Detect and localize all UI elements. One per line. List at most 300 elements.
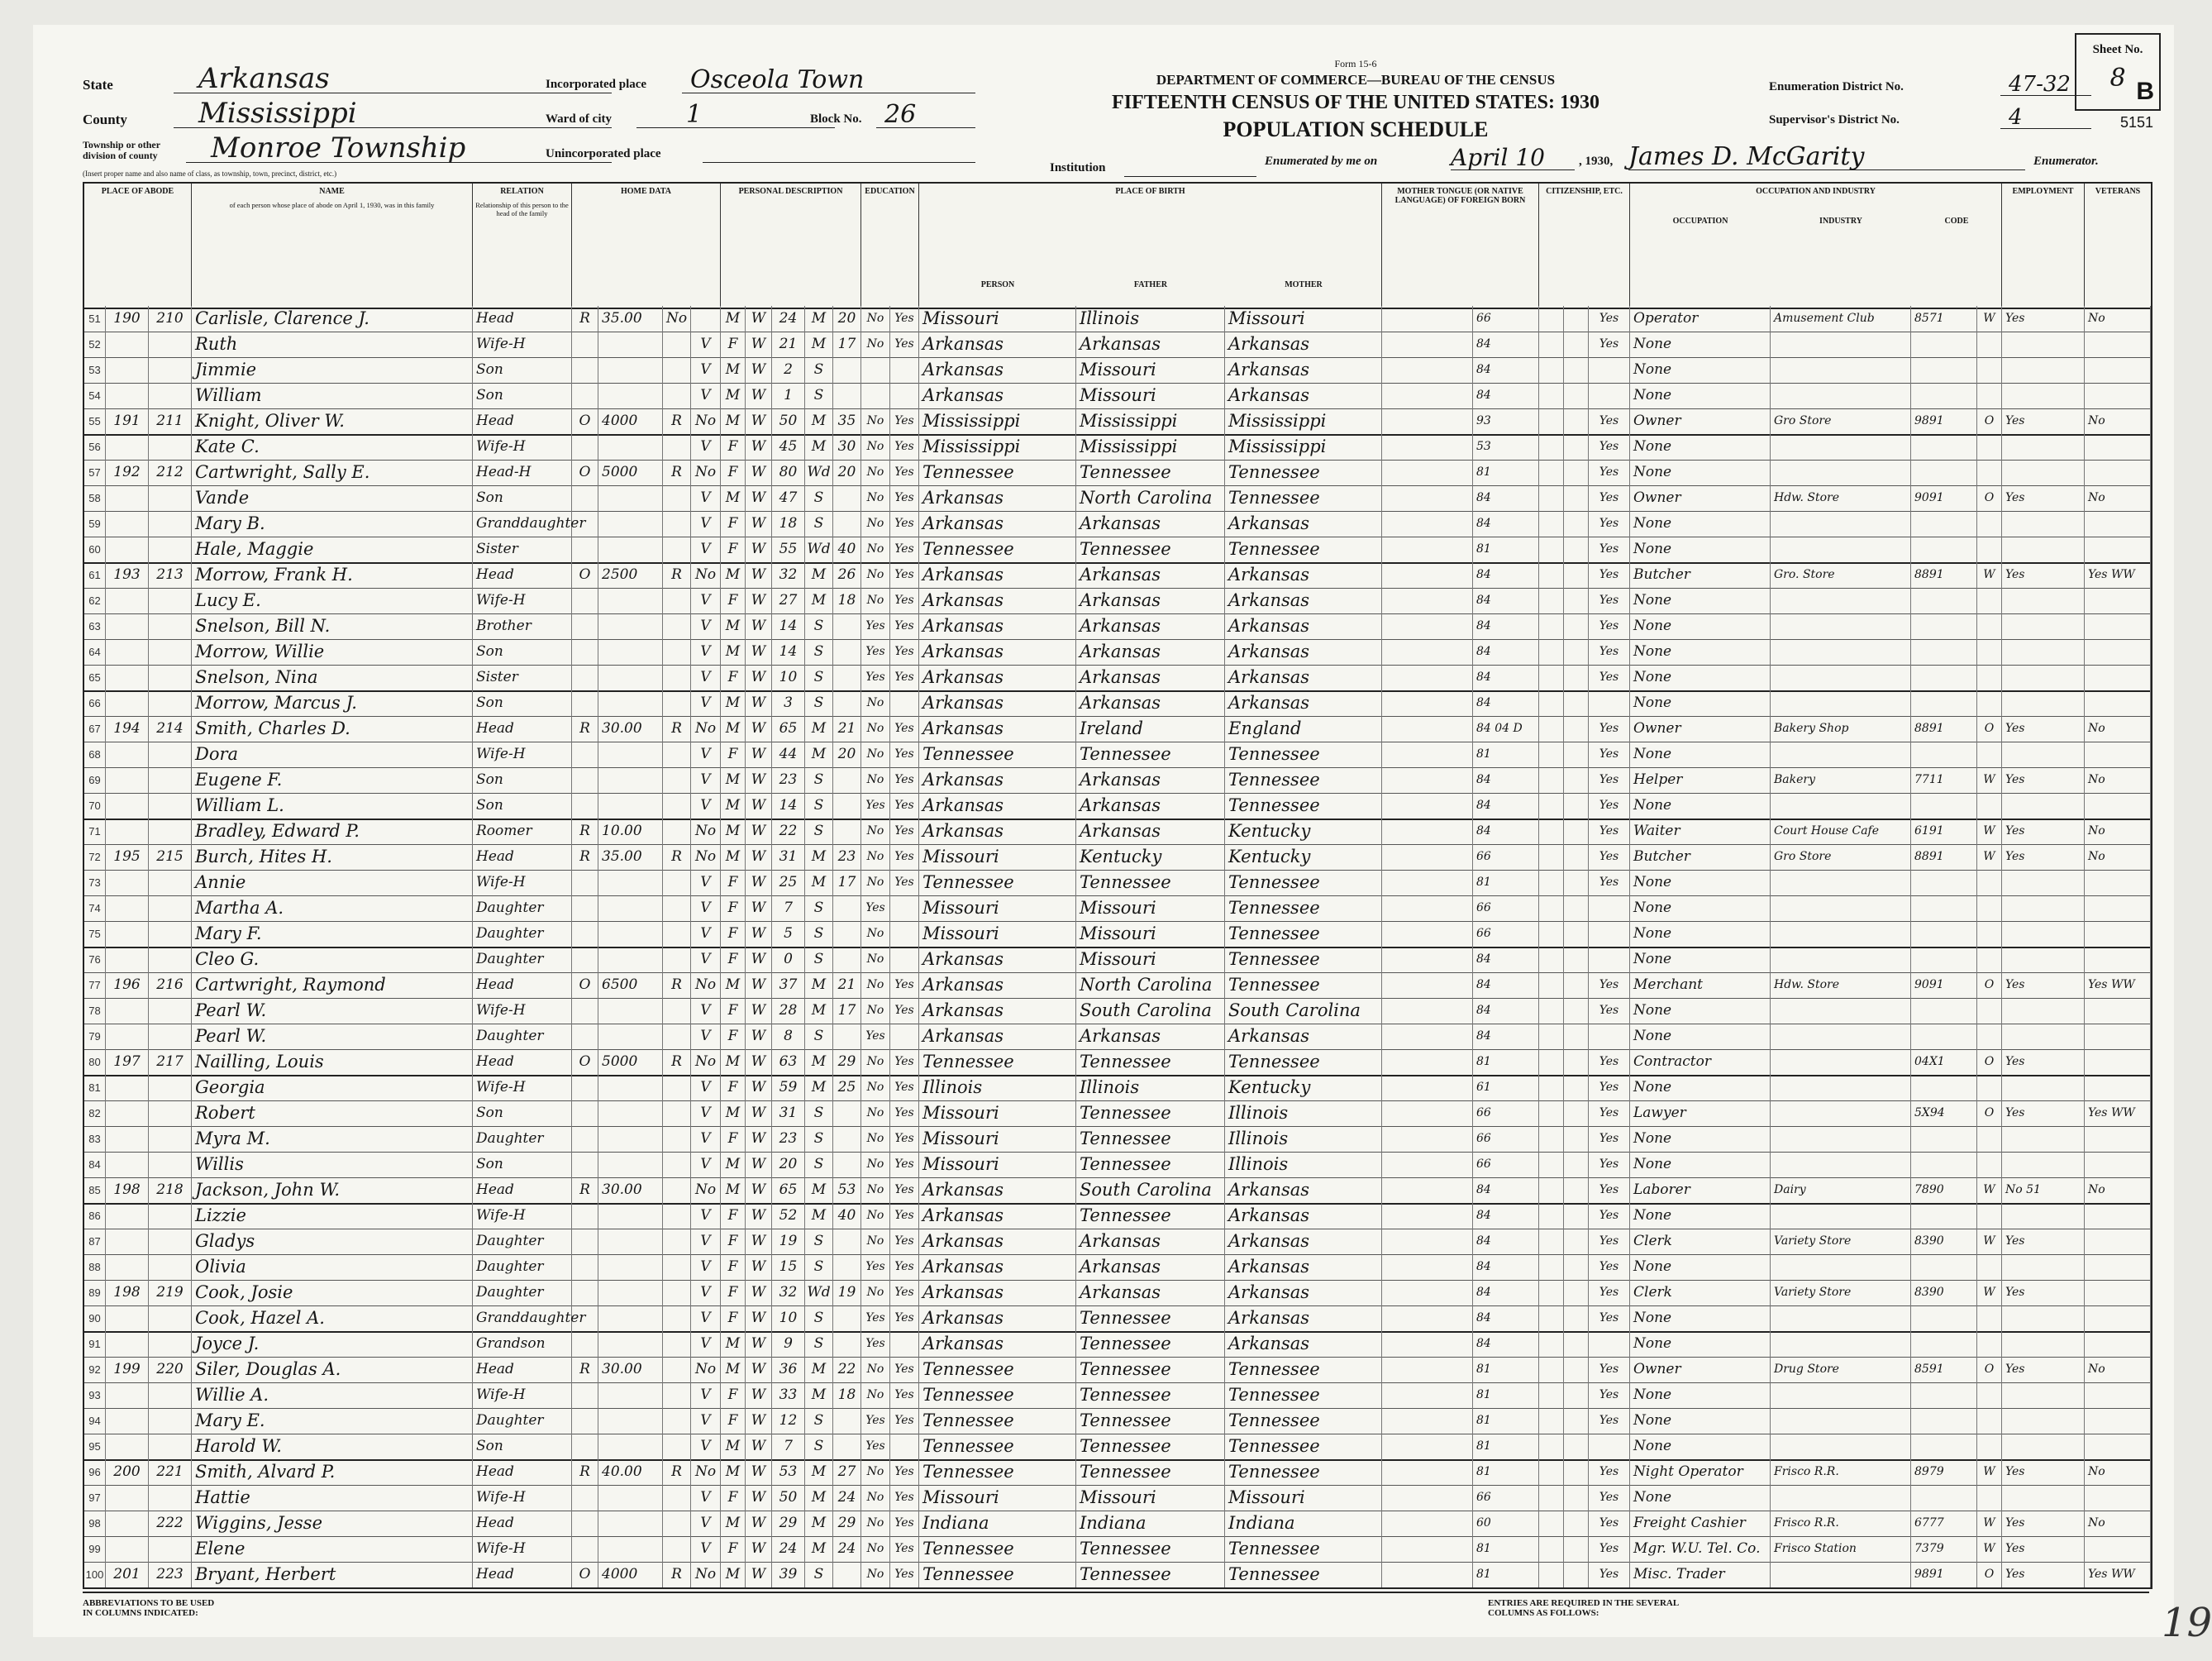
cell-blank-19 xyxy=(1382,1562,1473,1587)
cell-ind xyxy=(1771,1100,1911,1126)
cell-val xyxy=(598,1254,663,1280)
table-row xyxy=(84,1254,2151,1281)
cell-rel: Head xyxy=(473,562,572,588)
cell-wk: Yes xyxy=(2002,1357,2085,1382)
table-row xyxy=(84,690,2151,717)
cell-fpob: Tennessee xyxy=(1076,1126,1225,1152)
cell-code: 66 xyxy=(1473,1152,1539,1177)
cell-sch: Yes xyxy=(861,665,890,690)
cell-sch: Yes xyxy=(861,1254,890,1280)
cell-blank-19 xyxy=(1382,972,1473,998)
cell-blank-21 xyxy=(1539,998,1564,1024)
cell-mar: M xyxy=(805,1049,833,1075)
cell-rel: Wife-H xyxy=(473,998,572,1024)
cell-sex: F xyxy=(721,921,746,947)
cell-agem: 26 xyxy=(833,562,861,588)
cell-blank-22 xyxy=(1564,742,1589,767)
cell-agem xyxy=(833,947,861,972)
cell-val: 2500 xyxy=(598,562,663,588)
cell-mpob: Illinois xyxy=(1225,1126,1382,1152)
cell-ocode: 9891 xyxy=(1911,1562,1977,1587)
cell-rel: Roomer xyxy=(473,819,572,844)
department-title: DEPARTMENT OF COMMERCE—BUREAU OF THE CENSUS xyxy=(1156,72,1556,88)
cell-eng xyxy=(1589,921,1630,947)
cell-blank-22 xyxy=(1564,1126,1589,1152)
cell-wk: Yes xyxy=(2002,306,2085,332)
cell-farm: V xyxy=(691,1485,721,1511)
cell-own xyxy=(572,998,598,1024)
cell-occ: Owner xyxy=(1630,716,1771,742)
cell-own: O xyxy=(572,972,598,998)
cell-rel: Daughter xyxy=(473,1024,572,1049)
cell-radio xyxy=(663,1024,691,1049)
cell-farm: V xyxy=(691,870,721,895)
cell-occ: None xyxy=(1630,639,1771,665)
cell-ocode xyxy=(1911,1485,1977,1511)
cell-occ: None xyxy=(1630,665,1771,690)
cell-n: 81 xyxy=(84,1075,106,1100)
cell-cls: O xyxy=(1977,972,2002,998)
cell-ind: Frisco R.R. xyxy=(1771,1511,1911,1536)
cell-pob: Illinois xyxy=(919,1075,1076,1100)
cell-fam xyxy=(149,1024,192,1049)
cell-val: 30.00 xyxy=(598,1177,663,1203)
cell-race: W xyxy=(746,1203,772,1229)
cell-blank-21 xyxy=(1539,1075,1564,1100)
cell-cls xyxy=(1977,690,2002,716)
cell-blank-21 xyxy=(1539,742,1564,767)
cell-mar: S xyxy=(805,1229,833,1254)
cell-radio: R xyxy=(663,844,691,870)
cell-ind xyxy=(1771,1049,1911,1075)
cell-farm: V xyxy=(691,537,721,562)
cell-mpob: Mississippi xyxy=(1225,408,1382,434)
cell-blank-22 xyxy=(1564,1049,1589,1075)
cell-sch: Yes xyxy=(861,613,890,639)
cell-code: 53 xyxy=(1473,434,1539,460)
cell-fpob: Tennessee xyxy=(1076,1305,1225,1331)
cell-vet xyxy=(2085,1203,2151,1229)
cell-val xyxy=(598,1126,663,1152)
cell-name: Ruth xyxy=(192,332,473,357)
cell-val xyxy=(598,1075,663,1100)
title-block xyxy=(1058,58,1653,142)
cell-n: 54 xyxy=(84,383,106,408)
cell-occ: None xyxy=(1630,537,1771,562)
cell-fam: 223 xyxy=(149,1562,192,1587)
cell-n: 60 xyxy=(84,537,106,562)
cell-agem xyxy=(833,921,861,947)
cell-age: 44 xyxy=(772,742,805,767)
cell-farm: V xyxy=(691,1100,721,1126)
cell-cls: O xyxy=(1977,485,2002,511)
cell-agem: 20 xyxy=(833,306,861,332)
cell-mar: S xyxy=(805,485,833,511)
cell-race: W xyxy=(746,690,772,716)
cell-ind xyxy=(1771,947,1911,972)
cell-rel: Head xyxy=(473,408,572,434)
cell-ocode xyxy=(1911,1126,1977,1152)
cell-mar: S xyxy=(805,1126,833,1152)
cell-pob: Indiana xyxy=(919,1511,1076,1536)
cell-age: 14 xyxy=(772,639,805,665)
cell-age: 14 xyxy=(772,793,805,819)
cell-age: 50 xyxy=(772,1485,805,1511)
cell-eng: Yes xyxy=(1589,588,1630,613)
cell-val xyxy=(598,485,663,511)
cell-dw xyxy=(106,357,149,383)
cell-blank-21 xyxy=(1539,947,1564,972)
cell-eng: Yes xyxy=(1589,1177,1630,1203)
cell-sch: No xyxy=(861,511,890,537)
cell-blank-22 xyxy=(1564,895,1589,921)
cell-code: 84 xyxy=(1473,1254,1539,1280)
cell-mpob: Kentucky xyxy=(1225,844,1382,870)
cell-race: W xyxy=(746,1536,772,1562)
cell-cls xyxy=(1977,1434,2002,1459)
cell-ocode xyxy=(1911,742,1977,767)
cell-radio xyxy=(663,947,691,972)
cell-farm: V xyxy=(691,639,721,665)
cell-mar: Wd xyxy=(805,537,833,562)
cell-pob: Arkansas xyxy=(919,1177,1076,1203)
cell-sch: Yes xyxy=(861,895,890,921)
unincorporated-line xyxy=(546,131,975,166)
cell-age: 55 xyxy=(772,537,805,562)
cell-fpob: Arkansas xyxy=(1076,588,1225,613)
township-line xyxy=(83,131,612,178)
cell-sex: M xyxy=(721,562,746,588)
cell-cls: W xyxy=(1977,1177,2002,1203)
cell-code: 84 xyxy=(1473,793,1539,819)
cell-ocode: 8571 xyxy=(1911,306,1977,332)
cell-wk xyxy=(2002,1408,2085,1434)
cell-mpob: Illinois xyxy=(1225,1100,1382,1126)
cell-dw xyxy=(106,1485,149,1511)
cell-fam xyxy=(149,819,192,844)
cell-vet xyxy=(2085,1229,2151,1254)
cell-own: R xyxy=(572,1459,598,1485)
table-row xyxy=(84,562,2151,589)
incorporated-value: Osceola Town xyxy=(682,68,975,93)
cell-agem xyxy=(833,1562,861,1587)
cell-age: 22 xyxy=(772,819,805,844)
cell-fpob: South Carolina xyxy=(1076,998,1225,1024)
cell-ocode: 8390 xyxy=(1911,1229,1977,1254)
cell-name: Hattie xyxy=(192,1485,473,1511)
cell-blank-21 xyxy=(1539,1511,1564,1536)
cell-radio xyxy=(663,870,691,895)
cell-blank-21 xyxy=(1539,460,1564,485)
cell-sch: No xyxy=(861,819,890,844)
cell-fpob: Tennessee xyxy=(1076,1331,1225,1357)
cell-vet xyxy=(2085,947,2151,972)
table-row xyxy=(84,1331,2151,1358)
cell-blank-19 xyxy=(1382,1229,1473,1254)
cell-eng: Yes xyxy=(1589,613,1630,639)
cell-mar: M xyxy=(805,1177,833,1203)
cell-cls xyxy=(1977,1254,2002,1280)
cell-blank-19 xyxy=(1382,639,1473,665)
cell-fpob: Tennessee xyxy=(1076,1382,1225,1408)
cell-dw: 190 xyxy=(106,306,149,332)
cell-sch: Yes xyxy=(861,1408,890,1434)
cell-agem: 25 xyxy=(833,1075,861,1100)
cell-name: Cartwright, Sally E. xyxy=(192,460,473,485)
institution-value xyxy=(1124,176,1256,177)
cell-vet xyxy=(2085,332,2151,357)
cell-fam xyxy=(149,895,192,921)
cell-vet xyxy=(2085,1152,2151,1177)
cell-own xyxy=(572,511,598,537)
cell-read: Yes xyxy=(890,639,919,665)
cell-agem xyxy=(833,665,861,690)
cell-occ: Lawyer xyxy=(1630,1100,1771,1126)
cell-rel: Wife-H xyxy=(473,588,572,613)
cell-vet xyxy=(2085,1485,2151,1511)
cell-blank-19 xyxy=(1382,895,1473,921)
cell-fam: 219 xyxy=(149,1280,192,1305)
incorporated-line xyxy=(546,62,975,97)
cell-wk xyxy=(2002,870,2085,895)
cell-rel: Wife-H xyxy=(473,1203,572,1229)
col-personal xyxy=(721,184,861,308)
col-code: CODE xyxy=(1944,217,1969,226)
cell-val xyxy=(598,998,663,1024)
cell-farm: V xyxy=(691,665,721,690)
cell-fam xyxy=(149,1126,192,1152)
cell-vet: Yes WW xyxy=(2085,1100,2151,1126)
cell-vet: No xyxy=(2085,1511,2151,1536)
col-employment xyxy=(2002,184,2085,308)
table-row xyxy=(84,844,2151,871)
cell-race: W xyxy=(746,1152,772,1177)
cell-read: Yes xyxy=(890,1049,919,1075)
cell-read xyxy=(890,1331,919,1357)
cell-farm: No xyxy=(691,716,721,742)
cell-mpob: Arkansas xyxy=(1225,332,1382,357)
cell-sex: M xyxy=(721,1459,746,1485)
cell-ind xyxy=(1771,1203,1911,1229)
cell-fam: 214 xyxy=(149,716,192,742)
cell-cls xyxy=(1977,1126,2002,1152)
cell-mpob: Tennessee xyxy=(1225,767,1382,793)
cell-fpob: Tennessee xyxy=(1076,1408,1225,1434)
cell-ocode: 9891 xyxy=(1911,408,1977,434)
cell-own xyxy=(572,537,598,562)
cell-mpob: Tennessee xyxy=(1225,537,1382,562)
cell-blank-19 xyxy=(1382,613,1473,639)
cell-read xyxy=(890,1024,919,1049)
cell-mar: M xyxy=(805,588,833,613)
cell-val xyxy=(598,690,663,716)
cell-pob: Tennessee xyxy=(919,742,1076,767)
corner-note: 19 xyxy=(2162,1600,2212,1646)
cell-own xyxy=(572,1382,598,1408)
table-row xyxy=(84,1075,2151,1101)
cell-race: W xyxy=(746,1100,772,1126)
cell-val xyxy=(598,332,663,357)
cell-n: 93 xyxy=(84,1382,106,1408)
cell-n: 79 xyxy=(84,1024,106,1049)
table-row xyxy=(84,767,2151,794)
cell-pob: Arkansas xyxy=(919,947,1076,972)
cell-farm: V xyxy=(691,690,721,716)
cell-rel: Wife-H xyxy=(473,1382,572,1408)
cell-cls xyxy=(1977,1408,2002,1434)
col-education-text: EDUCATION xyxy=(865,187,915,196)
cell-dw: 194 xyxy=(106,716,149,742)
cell-farm: V xyxy=(691,332,721,357)
cell-fam xyxy=(149,1305,192,1331)
cell-dw xyxy=(106,511,149,537)
cell-read: Yes xyxy=(890,485,919,511)
cell-n: 82 xyxy=(84,1100,106,1126)
cell-own: O xyxy=(572,408,598,434)
cell-blank-22 xyxy=(1564,1305,1589,1331)
cell-n: 77 xyxy=(84,972,106,998)
cell-fam xyxy=(149,947,192,972)
cell-code: 66 xyxy=(1473,1485,1539,1511)
cell-sch: No xyxy=(861,460,890,485)
cell-blank-21 xyxy=(1539,357,1564,383)
cell-dw: 198 xyxy=(106,1177,149,1203)
cell-name: Carlisle, Clarence J. xyxy=(192,306,473,332)
cell-age: 65 xyxy=(772,716,805,742)
cell-mpob: Arkansas xyxy=(1225,1203,1382,1229)
cell-race: W xyxy=(746,1229,772,1254)
cell-agem: 27 xyxy=(833,1459,861,1485)
cell-age: 31 xyxy=(772,844,805,870)
cell-blank-22 xyxy=(1564,767,1589,793)
cell-race: W xyxy=(746,844,772,870)
cell-mar: M xyxy=(805,870,833,895)
schedule-title: POPULATION SCHEDULE xyxy=(1223,117,1489,141)
cell-farm: V xyxy=(691,742,721,767)
cell-ocode xyxy=(1911,665,1977,690)
cell-blank-22 xyxy=(1564,793,1589,819)
cell-rel: Wife-H xyxy=(473,1075,572,1100)
cell-farm: No xyxy=(691,972,721,998)
cell-n: 61 xyxy=(84,562,106,588)
cell-mpob: Tennessee xyxy=(1225,1357,1382,1382)
cell-wk xyxy=(2002,588,2085,613)
cell-cls xyxy=(1977,588,2002,613)
cell-mar: S xyxy=(805,1100,833,1126)
cell-own xyxy=(572,1485,598,1511)
cell-ocode xyxy=(1911,1305,1977,1331)
cell-dw xyxy=(106,1254,149,1280)
col-relation-text: RELATION xyxy=(500,187,544,196)
cell-read xyxy=(890,1434,919,1459)
cell-fpob: Mississippi xyxy=(1076,408,1225,434)
cell-agem xyxy=(833,895,861,921)
cell-blank-19 xyxy=(1382,562,1473,588)
cell-blank-22 xyxy=(1564,1280,1589,1305)
cell-blank-21 xyxy=(1539,1485,1564,1511)
cell-vet xyxy=(2085,998,2151,1024)
cell-fam: 222 xyxy=(149,1511,192,1536)
cell-agem: 17 xyxy=(833,332,861,357)
cell-eng: Yes xyxy=(1589,870,1630,895)
cell-mar: S xyxy=(805,1254,833,1280)
cell-fam: 218 xyxy=(149,1177,192,1203)
cell-rel: Son xyxy=(473,1434,572,1459)
cell-rel: Son xyxy=(473,767,572,793)
cell-rel: Head-H xyxy=(473,460,572,485)
cell-occ: Freight Cashier xyxy=(1630,1511,1771,1536)
cell-fam xyxy=(149,613,192,639)
cell-val xyxy=(598,434,663,460)
cell-radio xyxy=(663,1254,691,1280)
cell-own xyxy=(572,1024,598,1049)
cell-occ: None xyxy=(1630,1382,1771,1408)
cell-sex: F xyxy=(721,511,746,537)
cell-dw xyxy=(106,947,149,972)
cell-occ: Butcher xyxy=(1630,562,1771,588)
cell-race: W xyxy=(746,383,772,408)
cell-ind xyxy=(1771,793,1911,819)
cell-name: Annie xyxy=(192,870,473,895)
cell-ocode: 9091 xyxy=(1911,972,1977,998)
cell-fpob: North Carolina xyxy=(1076,972,1225,998)
cell-fam xyxy=(149,511,192,537)
cell-dw xyxy=(106,383,149,408)
cell-ocode xyxy=(1911,998,1977,1024)
table-row xyxy=(84,1434,2151,1461)
cell-read xyxy=(890,895,919,921)
cell-sch: No xyxy=(861,870,890,895)
cell-blank-22 xyxy=(1564,357,1589,383)
cell-dw xyxy=(106,1331,149,1357)
cell-ind xyxy=(1771,1305,1911,1331)
cell-blank-22 xyxy=(1564,690,1589,716)
cell-race: W xyxy=(746,639,772,665)
cell-fpob: Missouri xyxy=(1076,357,1225,383)
cell-vet xyxy=(2085,1382,2151,1408)
cell-ind xyxy=(1771,511,1911,537)
cell-age: 14 xyxy=(772,613,805,639)
cell-dw xyxy=(106,767,149,793)
table-row xyxy=(84,870,2151,896)
cell-n: 100 xyxy=(84,1562,106,1587)
cell-ind: Variety Store xyxy=(1771,1229,1911,1254)
cell-mar: M xyxy=(805,1382,833,1408)
cell-own xyxy=(572,1254,598,1280)
cell-occ: Contractor xyxy=(1630,1049,1771,1075)
cell-sch: Yes xyxy=(861,1305,890,1331)
cell-read: Yes xyxy=(890,1203,919,1229)
table-row xyxy=(84,588,2151,614)
cell-blank-22 xyxy=(1564,1100,1589,1126)
cell-wk xyxy=(2002,1331,2085,1357)
cell-sch: No xyxy=(861,537,890,562)
cell-own xyxy=(572,1152,598,1177)
cell-dw xyxy=(106,1024,149,1049)
cell-own xyxy=(572,1331,598,1357)
cell-radio xyxy=(663,1305,691,1331)
cell-wk xyxy=(2002,1305,2085,1331)
cell-race: W xyxy=(746,947,772,972)
cell-race: W xyxy=(746,485,772,511)
col-father: FATHER xyxy=(1133,280,1168,289)
cell-age: 59 xyxy=(772,1075,805,1100)
enumerator-name: James D. McGarity xyxy=(1628,145,2025,170)
cell-cls: O xyxy=(1977,1357,2002,1382)
cell-occ: None xyxy=(1630,588,1771,613)
cell-fam xyxy=(149,1434,192,1459)
cell-fam xyxy=(149,1229,192,1254)
